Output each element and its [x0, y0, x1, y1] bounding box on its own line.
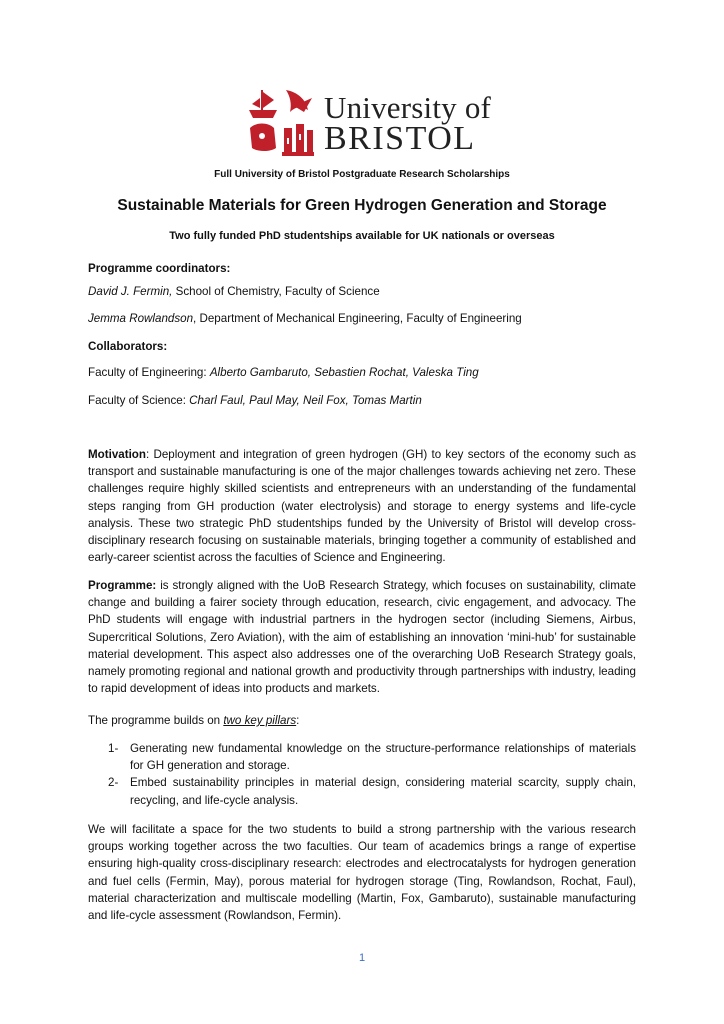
document-title: Sustainable Materials for Green Hydrogen Generation and Storage [117, 197, 607, 214]
coordinator-entry [88, 285, 380, 298]
pillars-intro-suffix: : [296, 714, 300, 727]
crest-icon [246, 86, 316, 158]
pillars-intro [88, 714, 299, 727]
coordinator-name: David J. Fermin, [88, 285, 173, 298]
collaborator-group [88, 366, 479, 379]
programme-text: is strongly aligned with the UoB Research Strategy, which focuses on sustainability, climate change and building a fairer society through education, research, civic engagement, and advocacy. The PhD students will engage with industrial partners in the hydrogen sector (including Siemens, Airbus, Supercritical Solutions, Zero Aviation), with the aim of establishing an innovation ‘mini-hub’ for sustainable material development. This aspect also addresses one of the overarching UoB Research Strategy goals, namely promoting regional and national growth and productivity through partnerships with industry, leading to rapid development of ideas into products and markets. [88, 579, 636, 696]
list-item-text: Generating new fundamental knowledge on the structure-performance relationships of materials for GH generation and storage. [130, 742, 636, 773]
list-item [108, 740, 636, 774]
collaborator-names: Alberto Gambaruto, Sebastien Rochat, Valeska Ting [209, 366, 479, 379]
pillars-intro-prefix: The programme builds on [88, 714, 224, 727]
motivation-heading: Motivation [88, 448, 146, 461]
motivation-paragraph [88, 446, 636, 566]
pillars-intro-emphasis: two key pillars [223, 714, 297, 727]
collaborator-faculty: Faculty of Engineering: [88, 366, 210, 379]
coordinator-affiliation: , Department of Mechanical Engineering, Faculty of Engineering [193, 312, 522, 325]
logo-wordmark-line2: BRISTOL [324, 120, 476, 157]
list-item [108, 774, 636, 808]
page-number: 1 [358, 952, 366, 964]
programme-heading: Programme: [88, 579, 157, 592]
coordinator-entry [88, 312, 522, 325]
list-item-number: 1- [108, 742, 119, 755]
logo-wordmark-line1: University of [324, 90, 492, 125]
programme-paragraph [88, 577, 636, 697]
coordinator-name: Jemma Rowlandson [88, 312, 194, 325]
university-logo [246, 86, 492, 158]
collaborator-names: Charl Faul, Paul May, Neil Fox, Tomas Martin [189, 394, 422, 407]
collaborator-faculty: Faculty of Science: [88, 394, 190, 407]
list-item-number: 2- [108, 776, 119, 790]
motivation-text: : Deployment and integration of green hydrogen (GH) to key sectors of the economy such as transport and sustainable manufacturing is one of the major challenges towards achieving net zero. These challenges require highly skilled scientists and entrepreneurs with an understanding of the fundamental steps ranging from GH production (water electrolysis) and storage to energy systems and life-cycle analysis. These two strategic PhD studentships funded by the University of Bristol will develop cross-disciplinary research focusing on sustainable materials, bringing together a community of established and early-career scientist across the faculties of Science and Engineering. [88, 448, 636, 565]
list-item-text: Embed sustainability principles in material design, considering material scarcity, supply chain, recycling, and life-cycle analysis. [130, 776, 636, 807]
collaborators-heading: Collaborators: [88, 340, 168, 353]
coordinator-affiliation: School of Chemistry, Faculty of Science [172, 285, 380, 298]
scholarship-kicker: Full University of Bristol Postgraduate Research Scholarships [214, 169, 510, 180]
collaborator-group [88, 394, 422, 407]
document-subtitle: Two fully funded PhD studentships available for UK nationals or overseas [169, 230, 555, 242]
closing-paragraph: We will facilitate a space for the two students to build a strong partnership with the various research groups working together across the two faculties. Our team of academics brings a range of expertise ensuring high-quality cross-disciplinary research: electrodes and electrocatalysts for hydrogen generation and fuel cells (Fermin, May), porous material for hydrogen storage (Ting, Rowlandson, Rochat, Faul), material characterization and multiscale modelling (Martin, Fox, Gambaruto), sustainable manufacturing and life-cycle assessment (Rowlandson, Fermin). [88, 823, 636, 923]
pillars-list [108, 740, 636, 809]
coordinators-heading: Programme coordinators: [88, 262, 231, 275]
